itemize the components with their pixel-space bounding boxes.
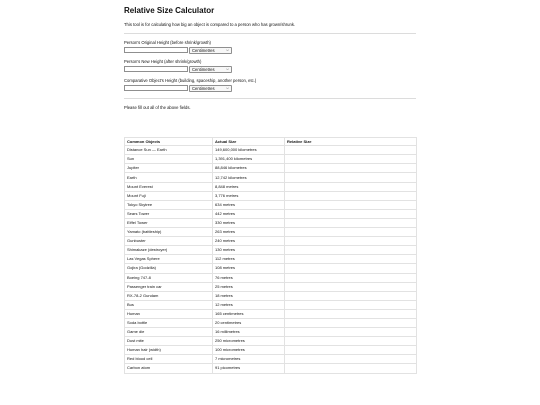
object-name-cell: Shimakaze (destroyer) [125, 246, 213, 255]
table-row [125, 328, 417, 337]
object-name-cell: Jupiter [125, 164, 213, 173]
table-row [125, 337, 417, 346]
actual-size-cell: 3,776 metres [213, 191, 285, 200]
relative-size-cell [285, 282, 417, 291]
table-row [125, 364, 417, 373]
relative-size-cell [285, 237, 417, 246]
table-row [125, 218, 417, 227]
actual-size-cell: 76 metres [213, 273, 285, 282]
relative-size-cell [285, 200, 417, 209]
relative-size-cell [285, 273, 417, 282]
object-name-cell: Las Vegas Sphere [125, 255, 213, 264]
actual-size-cell: 330 metres [213, 218, 285, 227]
table-row [125, 182, 417, 191]
relative-size-cell [285, 328, 417, 337]
original-height-unit-value: Centimetres [192, 47, 215, 53]
actual-size-cell: 8,848 metres [213, 182, 285, 191]
relative-size-cell [285, 291, 417, 300]
table-row [125, 191, 417, 200]
object-height-label: Comparative Object's Height (building, spaceship, another person, etc.) [124, 78, 257, 83]
table-row [125, 246, 417, 255]
table-row [125, 255, 417, 264]
chevron-down-icon: ⌵ [225, 66, 229, 71]
original-height-unit-select[interactable] [189, 47, 232, 54]
object-height-field [124, 78, 416, 92]
table-row [125, 164, 417, 173]
relative-size-cell [285, 218, 417, 227]
relative-size-cell [285, 364, 417, 373]
relative-size-cell [285, 191, 417, 200]
actual-size-cell: 130 metres [213, 246, 285, 255]
object-name-cell: Passenger train car [125, 282, 213, 291]
object-name-cell: Mount Everest [125, 182, 213, 191]
actual-size-cell: 16 millimetres [213, 328, 285, 337]
actual-size-cell: 263 metres [213, 228, 285, 237]
actual-size-cell: 108 metres [213, 264, 285, 273]
new-height-field [124, 59, 416, 73]
relative-size-cell [285, 255, 417, 264]
actual-size-cell: 149,600,000 kilometres [213, 146, 285, 155]
column-header-actual-size: Actual Size [213, 138, 285, 146]
object-name-cell: Eiffel Tower [125, 218, 213, 227]
actual-size-cell: 88,846 kilometres [213, 164, 285, 173]
table-row [125, 291, 417, 300]
new-height-unit-value: Centimetres [192, 66, 215, 72]
actual-size-cell: 18 metres [213, 291, 285, 300]
relative-size-cell [285, 264, 417, 273]
table-row [125, 228, 417, 237]
object-height-input[interactable] [124, 85, 188, 91]
relative-size-cell [285, 155, 417, 164]
object-name-cell: Soda bottle [125, 318, 213, 327]
chevron-down-icon: ⌵ [225, 85, 229, 90]
table-row [125, 282, 417, 291]
actual-size-cell: 442 metres [213, 209, 285, 218]
actual-size-cell: 1,391,400 kilometres [213, 155, 285, 164]
actual-size-cell: 112 metres [213, 255, 285, 264]
object-name-cell: Human hair (width) [125, 346, 213, 355]
calculator-container [124, 6, 416, 371]
table-header-row [125, 138, 417, 146]
intro-text: This tool is for calculating how big an object is compared to a person who has grown/shrunk. [124, 22, 296, 27]
object-name-cell: Boeing 747-8 [125, 273, 213, 282]
column-header-objects: Common Objects [125, 138, 213, 146]
actual-size-cell: 12,742 kilometres [213, 173, 285, 182]
relative-size-cell [285, 309, 417, 318]
relative-size-cell [285, 173, 417, 182]
actual-size-cell: 91 picometres [213, 364, 285, 373]
object-height-unit-value: Centimetres [192, 85, 215, 91]
actual-size-cell: 250 micrometres [213, 337, 285, 346]
object-name-cell: Yamato (battleship) [125, 228, 213, 237]
divider-bottom [124, 98, 416, 99]
original-height-input[interactable] [124, 47, 188, 53]
relative-size-cell [285, 209, 417, 218]
table-row [125, 209, 417, 218]
table-row [125, 273, 417, 282]
relative-size-cell [285, 337, 417, 346]
table-row [125, 300, 417, 309]
relative-size-cell [285, 182, 417, 191]
actual-size-cell: 100 micrometres [213, 346, 285, 355]
object-name-cell: Dust mite [125, 337, 213, 346]
object-name-cell: Bus [125, 300, 213, 309]
object-name-cell: Mount Fuji [125, 191, 213, 200]
relative-size-cell [285, 300, 417, 309]
new-height-label: Person's New Height (after shrink/growth) [124, 59, 202, 64]
table-row [125, 155, 417, 164]
new-height-unit-select[interactable] [189, 66, 232, 73]
object-height-unit-select[interactable] [189, 85, 232, 92]
actual-size-cell: 240 metres [213, 237, 285, 246]
object-name-cell: Tokyo Skytree [125, 200, 213, 209]
object-name-cell: Sears Tower [125, 209, 213, 218]
page-title: Relative Size Calculator [124, 6, 215, 15]
actual-size-cell: 165 centimetres [213, 309, 285, 318]
object-name-cell: Gunbuster [125, 237, 213, 246]
relative-size-cell [285, 346, 417, 355]
new-height-input[interactable] [124, 66, 188, 72]
chevron-down-icon: ⌵ [225, 47, 229, 52]
divider-top [124, 33, 416, 34]
actual-size-cell: 634 metres [213, 200, 285, 209]
object-name-cell: Gojira (Godzilla) [125, 264, 213, 273]
table-row [125, 264, 417, 273]
relative-size-cell [285, 318, 417, 327]
objects-table [124, 137, 417, 374]
object-name-cell: RX-78-2 Gundam [125, 291, 213, 300]
object-name-cell: Earth [125, 173, 213, 182]
actual-size-cell: 20 centimetres [213, 318, 285, 327]
table-row [125, 146, 417, 155]
table-body [125, 146, 417, 373]
actual-size-cell: 25 metres [213, 282, 285, 291]
table-row [125, 237, 417, 246]
object-name-cell: Carbon atom [125, 364, 213, 373]
actual-size-cell: 12 metres [213, 300, 285, 309]
actual-size-cell: 7 micrometres [213, 355, 285, 364]
validation-message: Please fill out all of the above fields. [124, 105, 191, 110]
relative-size-cell [285, 228, 417, 237]
original-height-field [124, 40, 416, 54]
object-name-cell: Human [125, 309, 213, 318]
original-height-label: Person's Original Height (before shrink/growth) [124, 40, 211, 45]
object-name-cell: Game die [125, 328, 213, 337]
relative-size-cell [285, 246, 417, 255]
object-name-cell: Red blood cell [125, 355, 213, 364]
relative-size-cell [285, 355, 417, 364]
object-name-cell: Distance Sun — Earth [125, 146, 213, 155]
table-row [125, 318, 417, 327]
column-header-relative-size: Relative Size [285, 138, 417, 146]
object-name-cell: Sun [125, 155, 213, 164]
table-row [125, 309, 417, 318]
table-row [125, 355, 417, 364]
table-row [125, 346, 417, 355]
relative-size-cell [285, 146, 417, 155]
relative-size-cell [285, 164, 417, 173]
table-row [125, 173, 417, 182]
table-row [125, 200, 417, 209]
